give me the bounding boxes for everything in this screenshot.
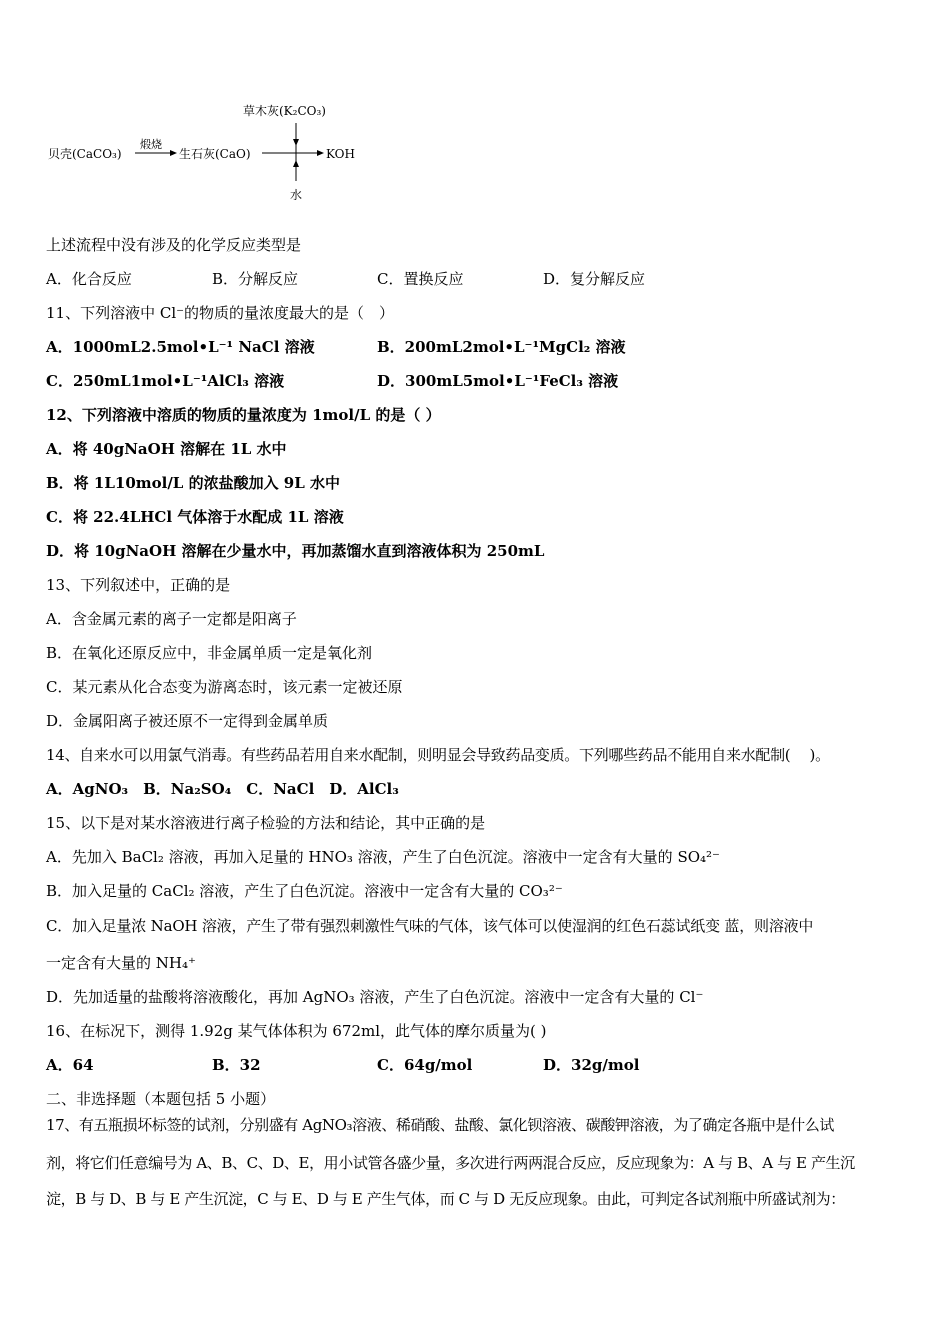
diagram-arrow-label: 煅烧 [140,138,162,151]
q10-option-a: A．化合反应 [46,270,132,288]
q11-option-d: D．300mL5mol•L⁻¹FeCl₃ 溶液 [377,372,619,390]
q13-stem: 13、下列叙述中，正确的是 [46,576,231,594]
q11-options-row2 [46,371,906,391]
q15-option-d: D．先加适量的盐酸将溶液酸化，再加 AgNO₃ 溶液，产生了白色沉淀。溶液中一定含有大量的 Cl⁻ [46,988,704,1006]
diagram-arrowhead-down [293,139,299,146]
q16-stem: 16、在标况下，测得 1.92g 某气体体积为 672ml，此气体的摩尔质量为( ) [46,1022,547,1040]
flow-diagram [40,95,380,210]
q11-stem: 11、下列溶液中 Cl⁻的物质的量浓度最大的是（ ） [46,304,395,322]
q16-options [46,1055,906,1075]
diagram-arrowhead-up [293,160,299,167]
q13-option-d: D．金属阳离子被还原不一定得到金属单质 [46,712,329,730]
q10-options [46,269,906,289]
q17-line2: 剂，将它们任意编号为 A、B、C、D、E，用小试管各盛少量，多次进行两两混合反应，反应现象为：A 与 B、A 与 E 产生沉 [46,1154,855,1172]
section-title: 二、非选择题（本题包括 5 小题） [46,1090,276,1108]
q12-option-d: D．将 10gNaOH 溶解在少量水中，再加蒸馏水直到溶液体积为 250mL [46,542,545,560]
diagram-top-label: 草木灰(K₂CO₃) [243,104,326,118]
q12-option-c: C．将 22.4LHCl 气体溶于水配成 1L 溶液 [46,508,344,526]
q15-option-c-line1: C．加入足量浓 NaOH 溶液，产生了带有强烈刺激性气味的气体，该气体可以使湿润的红色石蕊试纸变 蓝，则溶液中 [46,917,814,935]
q15-stem: 15、以下是对某水溶液进行离子检验的方法和结论，其中正确的是 [46,814,486,832]
q14-options: A．AgNO₃ B．Na₂SO₄ C．NaCl D．AlCl₃ [46,780,399,798]
q12-option-b: B．将 1L10mol/L 的浓盐酸加入 9L 水中 [46,474,341,492]
q12-stem: 12、下列溶液中溶质的物质的量浓度为 1mol/L 的是（ ） [46,406,441,424]
diagram-right-label: KOH [326,147,355,161]
q10-stem: 上述流程中没有涉及的化学反应类型是 [46,236,302,254]
q16-option-c: C．64g/mol [377,1056,473,1074]
q16-option-a: A．64 [46,1056,94,1074]
q14-stem: 14、自来水可以用氯气消毒。有些药品若用自来水配制，则明显会导致药品变质。下列哪些药品不能用自来水配制( )。 [46,746,830,764]
q15-option-b: B．加入足量的 CaCl₂ 溶液，产生了白色沉淀。溶液中一定含有大量的 CO₃²⁻ [46,882,563,900]
q13-option-c: C．某元素从化合态变为游离态时，该元素一定被还原 [46,678,403,696]
diagram-bottom-label: 水 [290,188,303,202]
q13-option-a: A．含金属元素的离子一定都是阳离子 [46,610,297,628]
q11-option-c: C．250mL1mol•L⁻¹AlCl₃ 溶液 [46,372,285,390]
q10-option-b: B．分解反应 [212,270,299,288]
q17-line3: 淀，B 与 D、B 与 E 产生沉淀，C 与 E、D 与 E 产生气体，而 C 与 D 无反应现象。由此，可判定各试剂瓶中所盛试剂为： [46,1190,845,1208]
q16-option-b: B．32 [212,1056,261,1074]
q10-option-d: D．复分解反应 [543,270,646,288]
q16-option-d: D．32g/mol [543,1056,640,1074]
q15-option-c-line2: 一定含有大量的 NH₄⁺ [46,954,196,972]
diagram-arrowhead-1 [170,150,177,156]
diagram-arrowhead-2 [317,150,324,156]
q17-line1: 17、有五瓶损坏标签的试剂，分别盛有 AgNO₃溶液、稀硝酸、盐酸、氯化钡溶液、碳酸钾溶液，为了确定各瓶中是什么试 [46,1116,834,1134]
q13-option-b: B．在氧化还原反应中，非金属单质一定是氧化剂 [46,644,373,662]
q12-option-a: A．将 40gNaOH 溶解在 1L 水中 [46,440,287,458]
diagram-left-label: 贝壳(CaCO₃) [48,147,122,161]
q11-options-row1 [46,337,906,357]
q10-option-c: C．置换反应 [377,270,464,288]
diagram-middle-label: 生石灰(CaO) [179,147,251,161]
q15-option-a: A．先加入 BaCl₂ 溶液，再加入足量的 HNO₃ 溶液，产生了白色沉淀。溶液中一定含有大量的 SO₄²⁻ [46,848,720,866]
q11-option-b: B．200mL2mol•L⁻¹MgCl₂ 溶液 [377,338,626,356]
q11-option-a: A．1000mL2.5mol•L⁻¹ NaCl 溶液 [46,338,315,356]
